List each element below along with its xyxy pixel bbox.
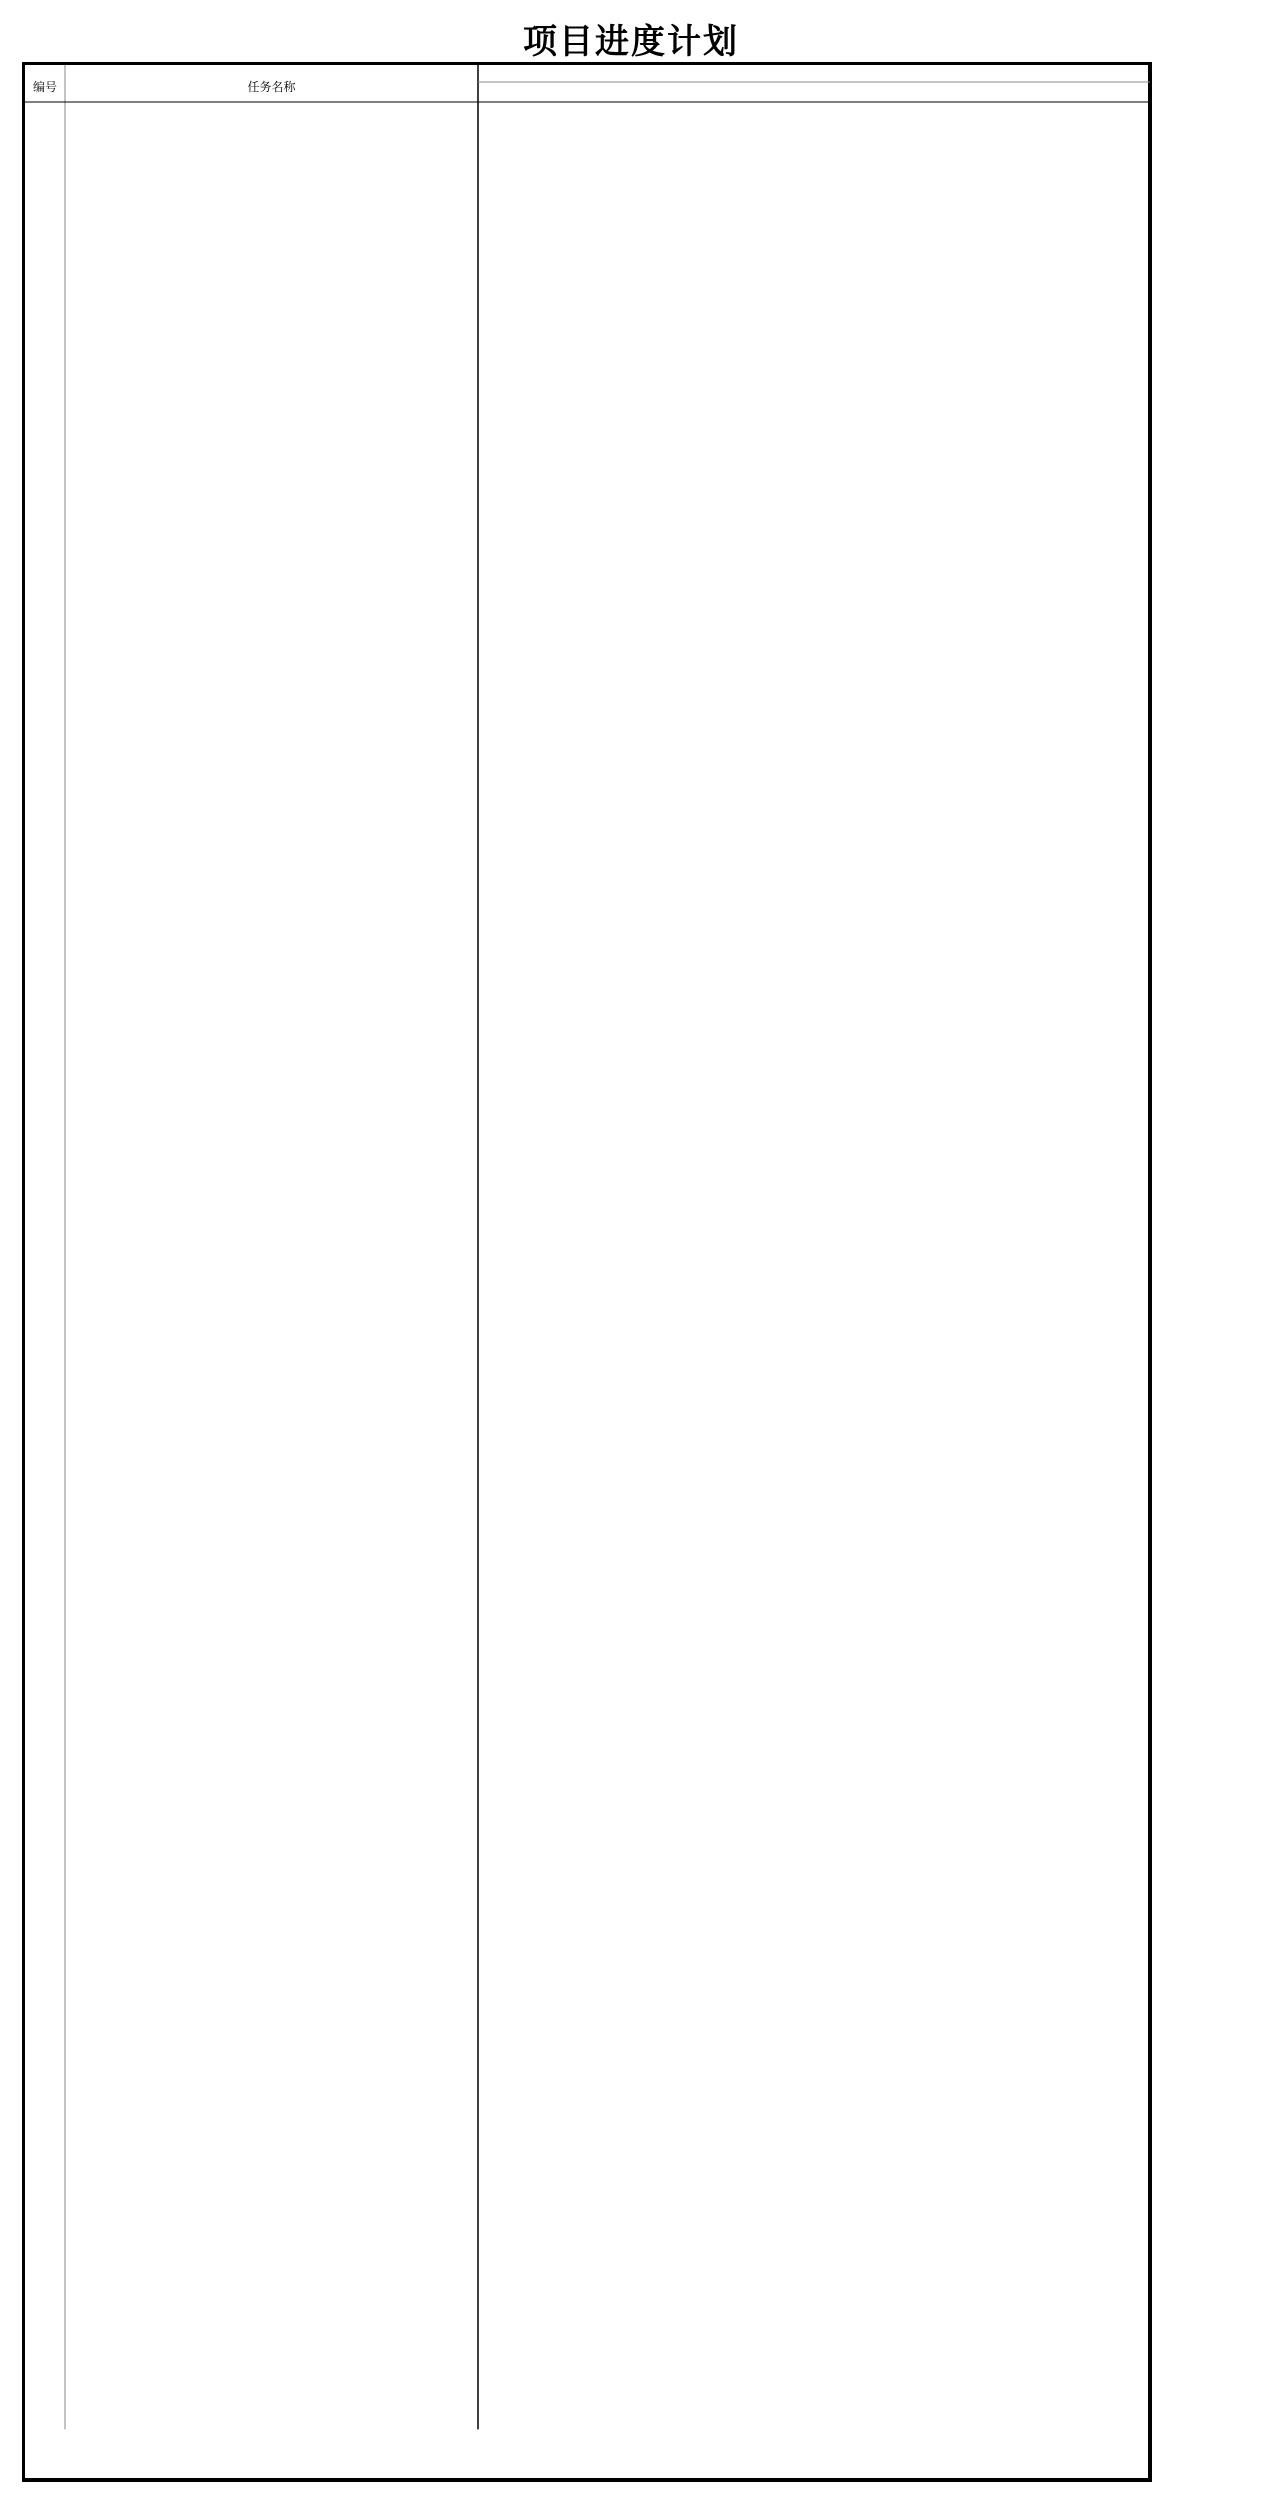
page-title: 项目进度计划 — [523, 22, 739, 62]
header-id: 编号 — [32, 80, 58, 94]
header-name: 任务名称 — [247, 80, 296, 94]
